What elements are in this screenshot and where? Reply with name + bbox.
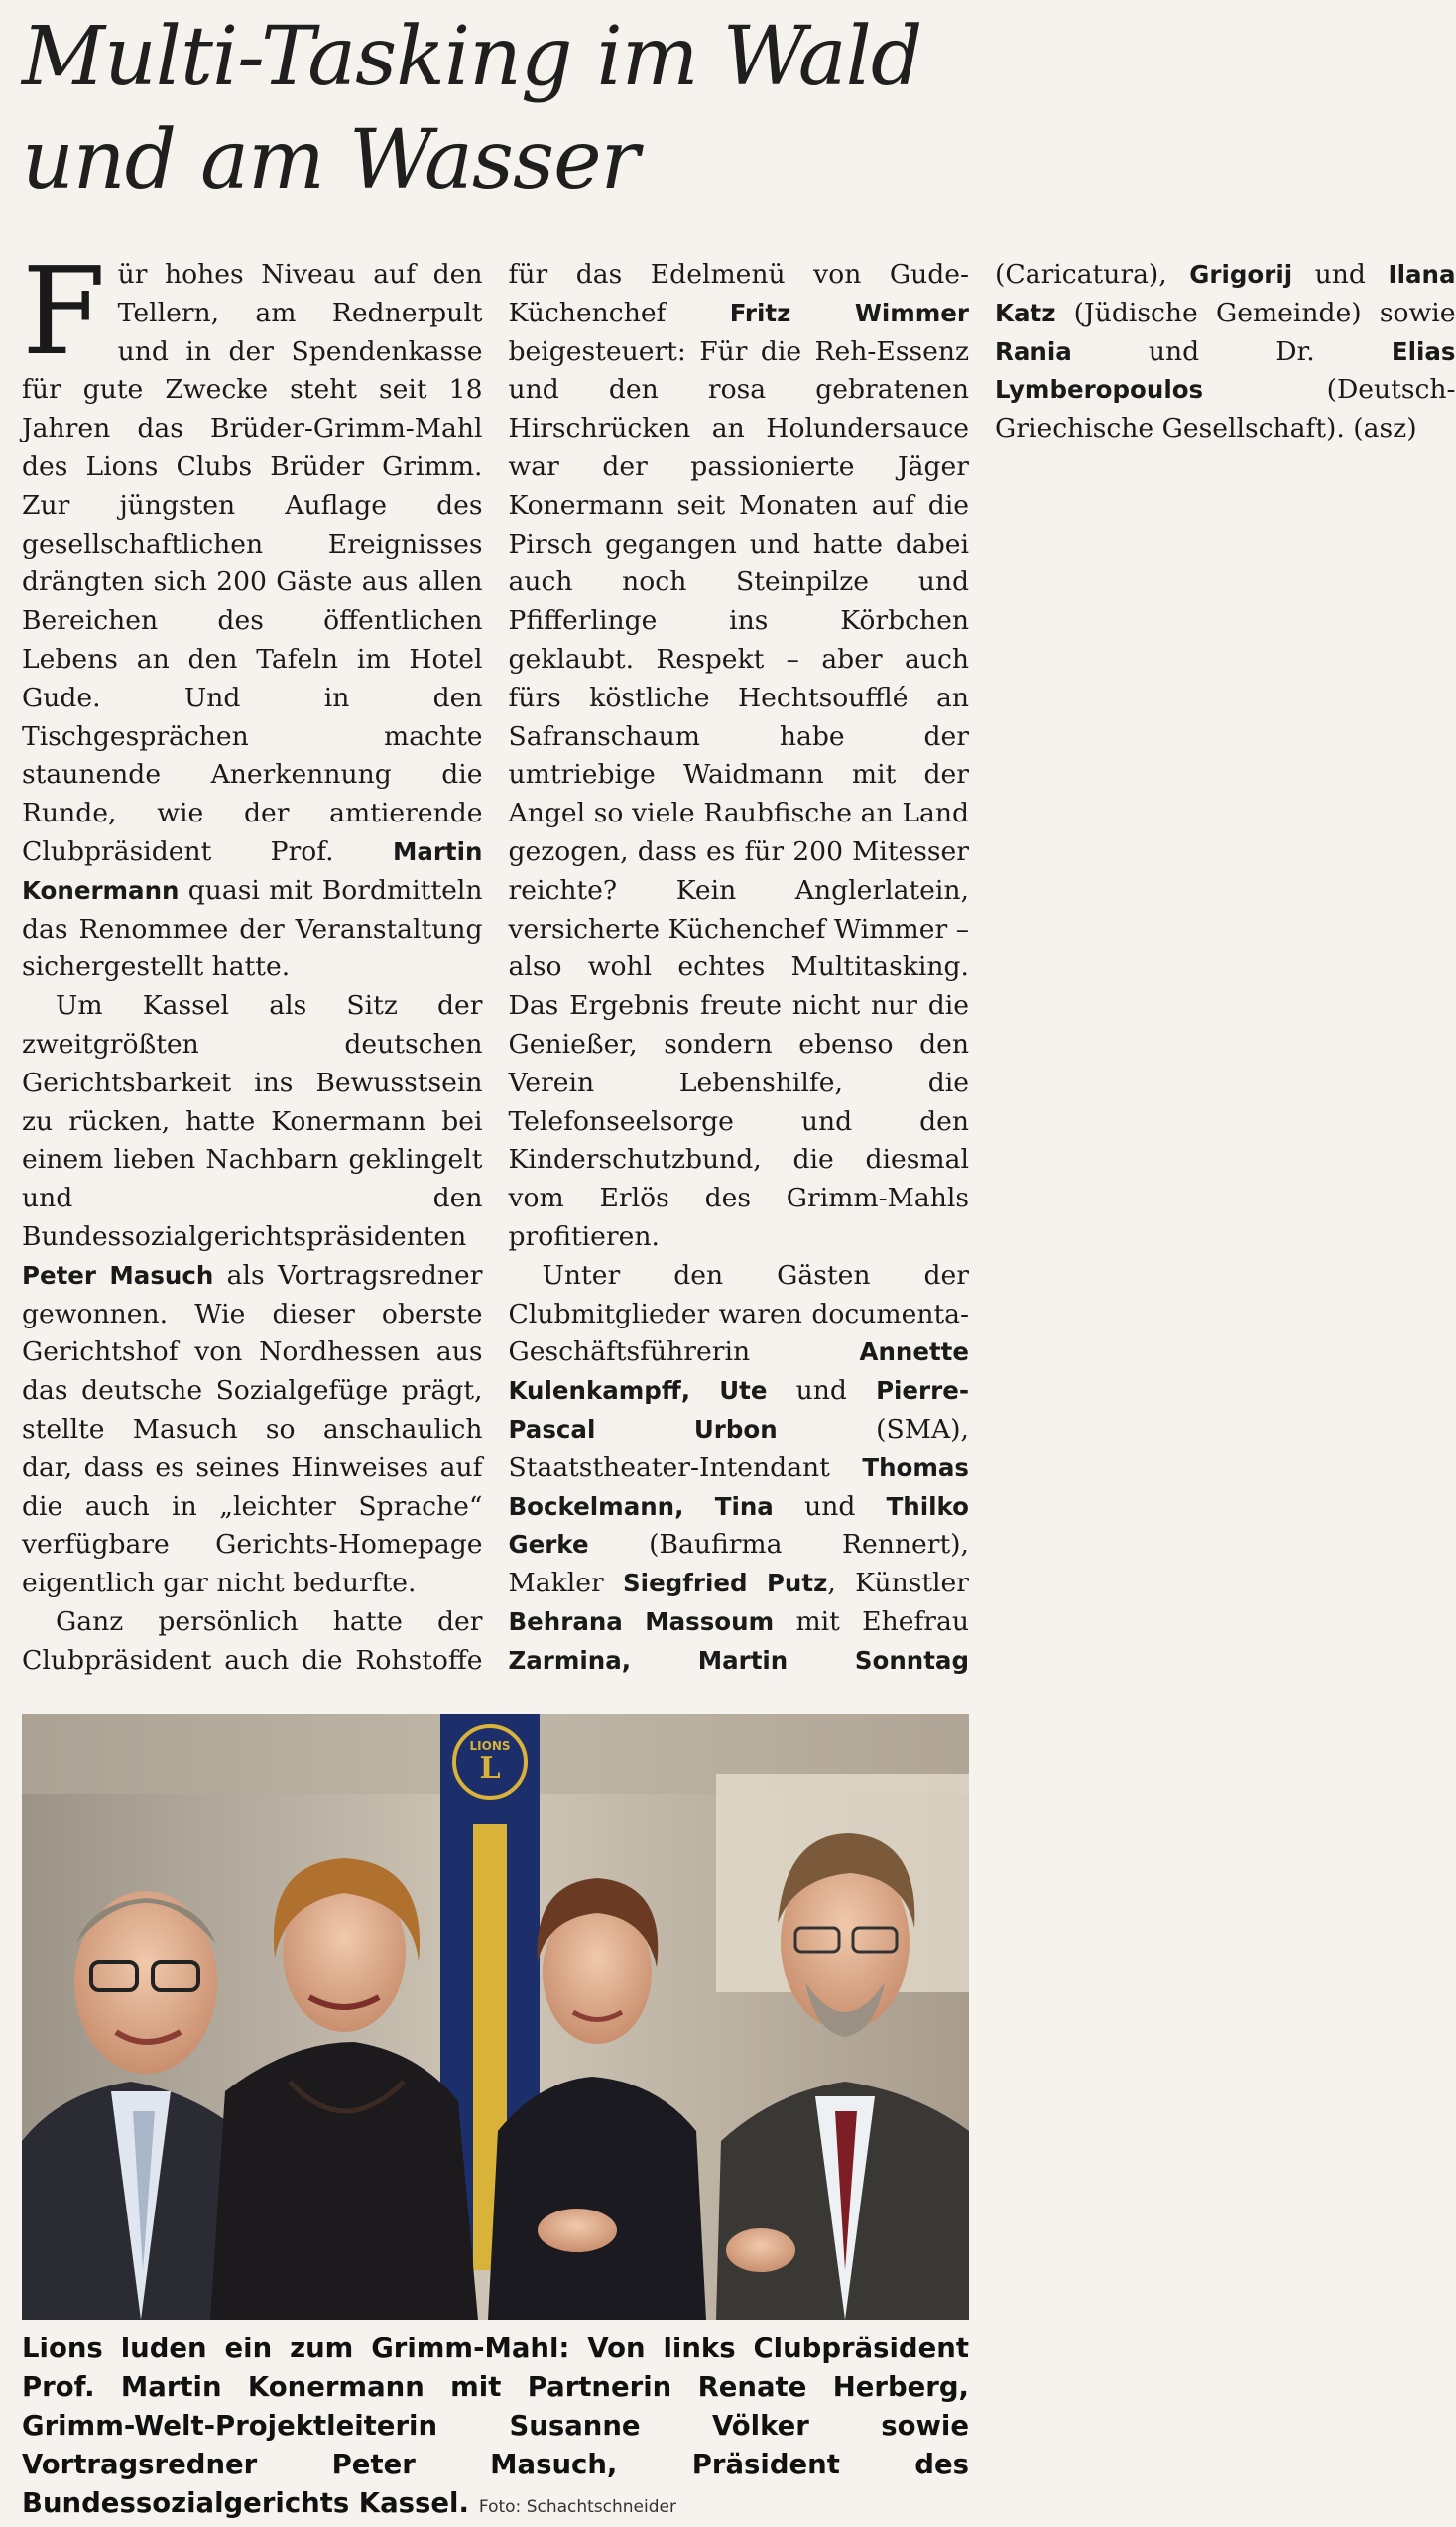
photo-credit: Foto: Schachtschneider <box>478 2497 676 2517</box>
paragraph-text: mit Ehefrau <box>774 1605 969 1637</box>
person-name: Thilko Gerke <box>508 1491 969 1560</box>
person-name: Fritz Wimmer <box>729 298 969 327</box>
photo-illustration <box>22 1714 969 2320</box>
paragraph-text: Ganz persönlich hatte der Clubpräsident auch die Rohstoffe für das Edelmenü von Gude-Küchenchef <box>22 259 969 1676</box>
photo-caption <box>22 2330 969 2527</box>
event-photo <box>22 1714 969 2320</box>
person-name: Thomas Bockelmann, Tina <box>508 1453 969 1521</box>
paragraph-text: Unter den Gästen der Clubmitglieder waren documenta-Geschäftsführerin <box>508 1259 969 1368</box>
paragraph-text: (Caricatura), <box>995 259 1190 290</box>
banner-text: LIONS <box>469 1739 511 1753</box>
person-name: Siegfried Putz <box>623 1569 828 1598</box>
svg-text:L: L <box>479 1751 501 1786</box>
drop-cap: F <box>22 241 106 382</box>
article-paragraph <box>22 241 483 987</box>
paragraph-text: als Vortragsredner gewonnen. Wie dieser oberste Gerichtshof von Nordhessen aus das deutsche Sozialgefüge prägt, stellte Masuch so anschaulich dar, dass es seines Hinweises auf die auch in „leichter Sprache“ verfügbare Gerichts-Homepage eigentlich gar nicht bedurfte. <box>22 1259 483 1599</box>
headline: Multi-Tasking im Wald und am Wasser <box>22 10 922 207</box>
caption-text: Lions luden ein zum Grimm-Mahl: Von links Clubpräsident Prof. Martin Konermann mit Partnerin Renate Herberg, Grimm-Welt-Projektleiterin Susanne Völker sowie Vortragsredner Peter Masuch, Präsident des Bundessozialgerichts Kassel. <box>22 2333 969 2519</box>
article-body <box>22 241 1456 1705</box>
person-name: Ilana Katz <box>995 260 1456 327</box>
person-name: Rania <box>995 336 1072 366</box>
paragraph-text: und <box>773 1490 887 1522</box>
paragraph-text: (SMA), Staatstheater-Intendant <box>508 1413 969 1483</box>
paragraph-text: Um Kassel als Sitz der zweitgrößten deutschen Gerichtsbarkeit ins Bewusstsein zu rücken, hatte Konermann bei einem lieben Nachbarn geklingelt und den Bundessozialgerichtspräsidenten <box>22 990 483 1252</box>
person-name: Elias Lymberopoulos <box>995 336 1456 405</box>
paragraph-text: (Deutsch-Griechische Gesellschaft). (asz) <box>995 374 1456 444</box>
person-name: Grigorij <box>1189 260 1293 289</box>
paragraph-text: und <box>1292 259 1389 290</box>
person-name: Pierre-Pascal Urbon <box>508 1376 969 1444</box>
paragraph-text: (Jüdische Gemeinde) sowie <box>1055 297 1456 328</box>
paragraph-text: ür hohes Niveau auf den Tellern, am Rednerpult und in der Spendenkasse für gute Zwecke steht seit 18 Jahren das Brüder-Grimm-Mahl des Lions Clubs Brüder Grimm. Zur jüngsten Auflage des gesellschaftlichen Ereignisses drängten sich 200 Gäste aus allen Bereichen des öffentlichen Lebens an den Tafeln im Hotel Gude. Und in den Tischgesprächen machte staunende Anerkennung die Runde, wie der amtierende Clubpräsident Prof. <box>22 259 483 867</box>
paragraph-text: und Dr. <box>1071 335 1392 367</box>
article-paragraph <box>22 987 483 1603</box>
person-name: Peter Masuch <box>22 1260 214 1290</box>
person-name: Annette Kulenkampff, Ute <box>508 1337 969 1406</box>
paragraph-text: , Künstler <box>827 1568 969 1599</box>
person-name: Martin Konermann <box>22 836 483 905</box>
paragraph-text: (Baufirma Rennert), Makler <box>508 1529 969 1599</box>
paragraph-text: und <box>767 1375 877 1407</box>
person-name: Behrana Massoum <box>508 1606 775 1636</box>
paragraph-text: beigesteuert: Für die Reh-Essenz und den rosa gebratenen Hirschrücken an Holundersauce war der passionierte Jäger Konermann seit Monaten auf die Pirsch gegangen und hatte dabei auch noch Steinpilze und Pfifferlinge ins Körbchen geklaubt. Respekt – aber auch fürs köstliche Hechtsoufflé an Safranschaum habe der umtriebige Waidmann mit der Angel so viele Raubfische an Land gezogen, dass es für 200 Mitesser reichte? Kein Anglerlatein, versicherte Küchenchef Wimmer – also wohl echtes Multitasking. Das Ergebnis freute nicht nur die Genießer, sondern ebenso den Verein Lebenshilfe, die Telefonseelsorge und den Kinderschutzbund, die diesmal vom Erlös des Grimm-Mahls profitieren. <box>508 335 969 1252</box>
paragraph-text: quasi mit Bordmitteln das Renommee der Veranstaltung sichergestellt hatte. <box>22 874 483 983</box>
person-name: Zarmina, Martin Sonntag <box>508 1645 969 1675</box>
